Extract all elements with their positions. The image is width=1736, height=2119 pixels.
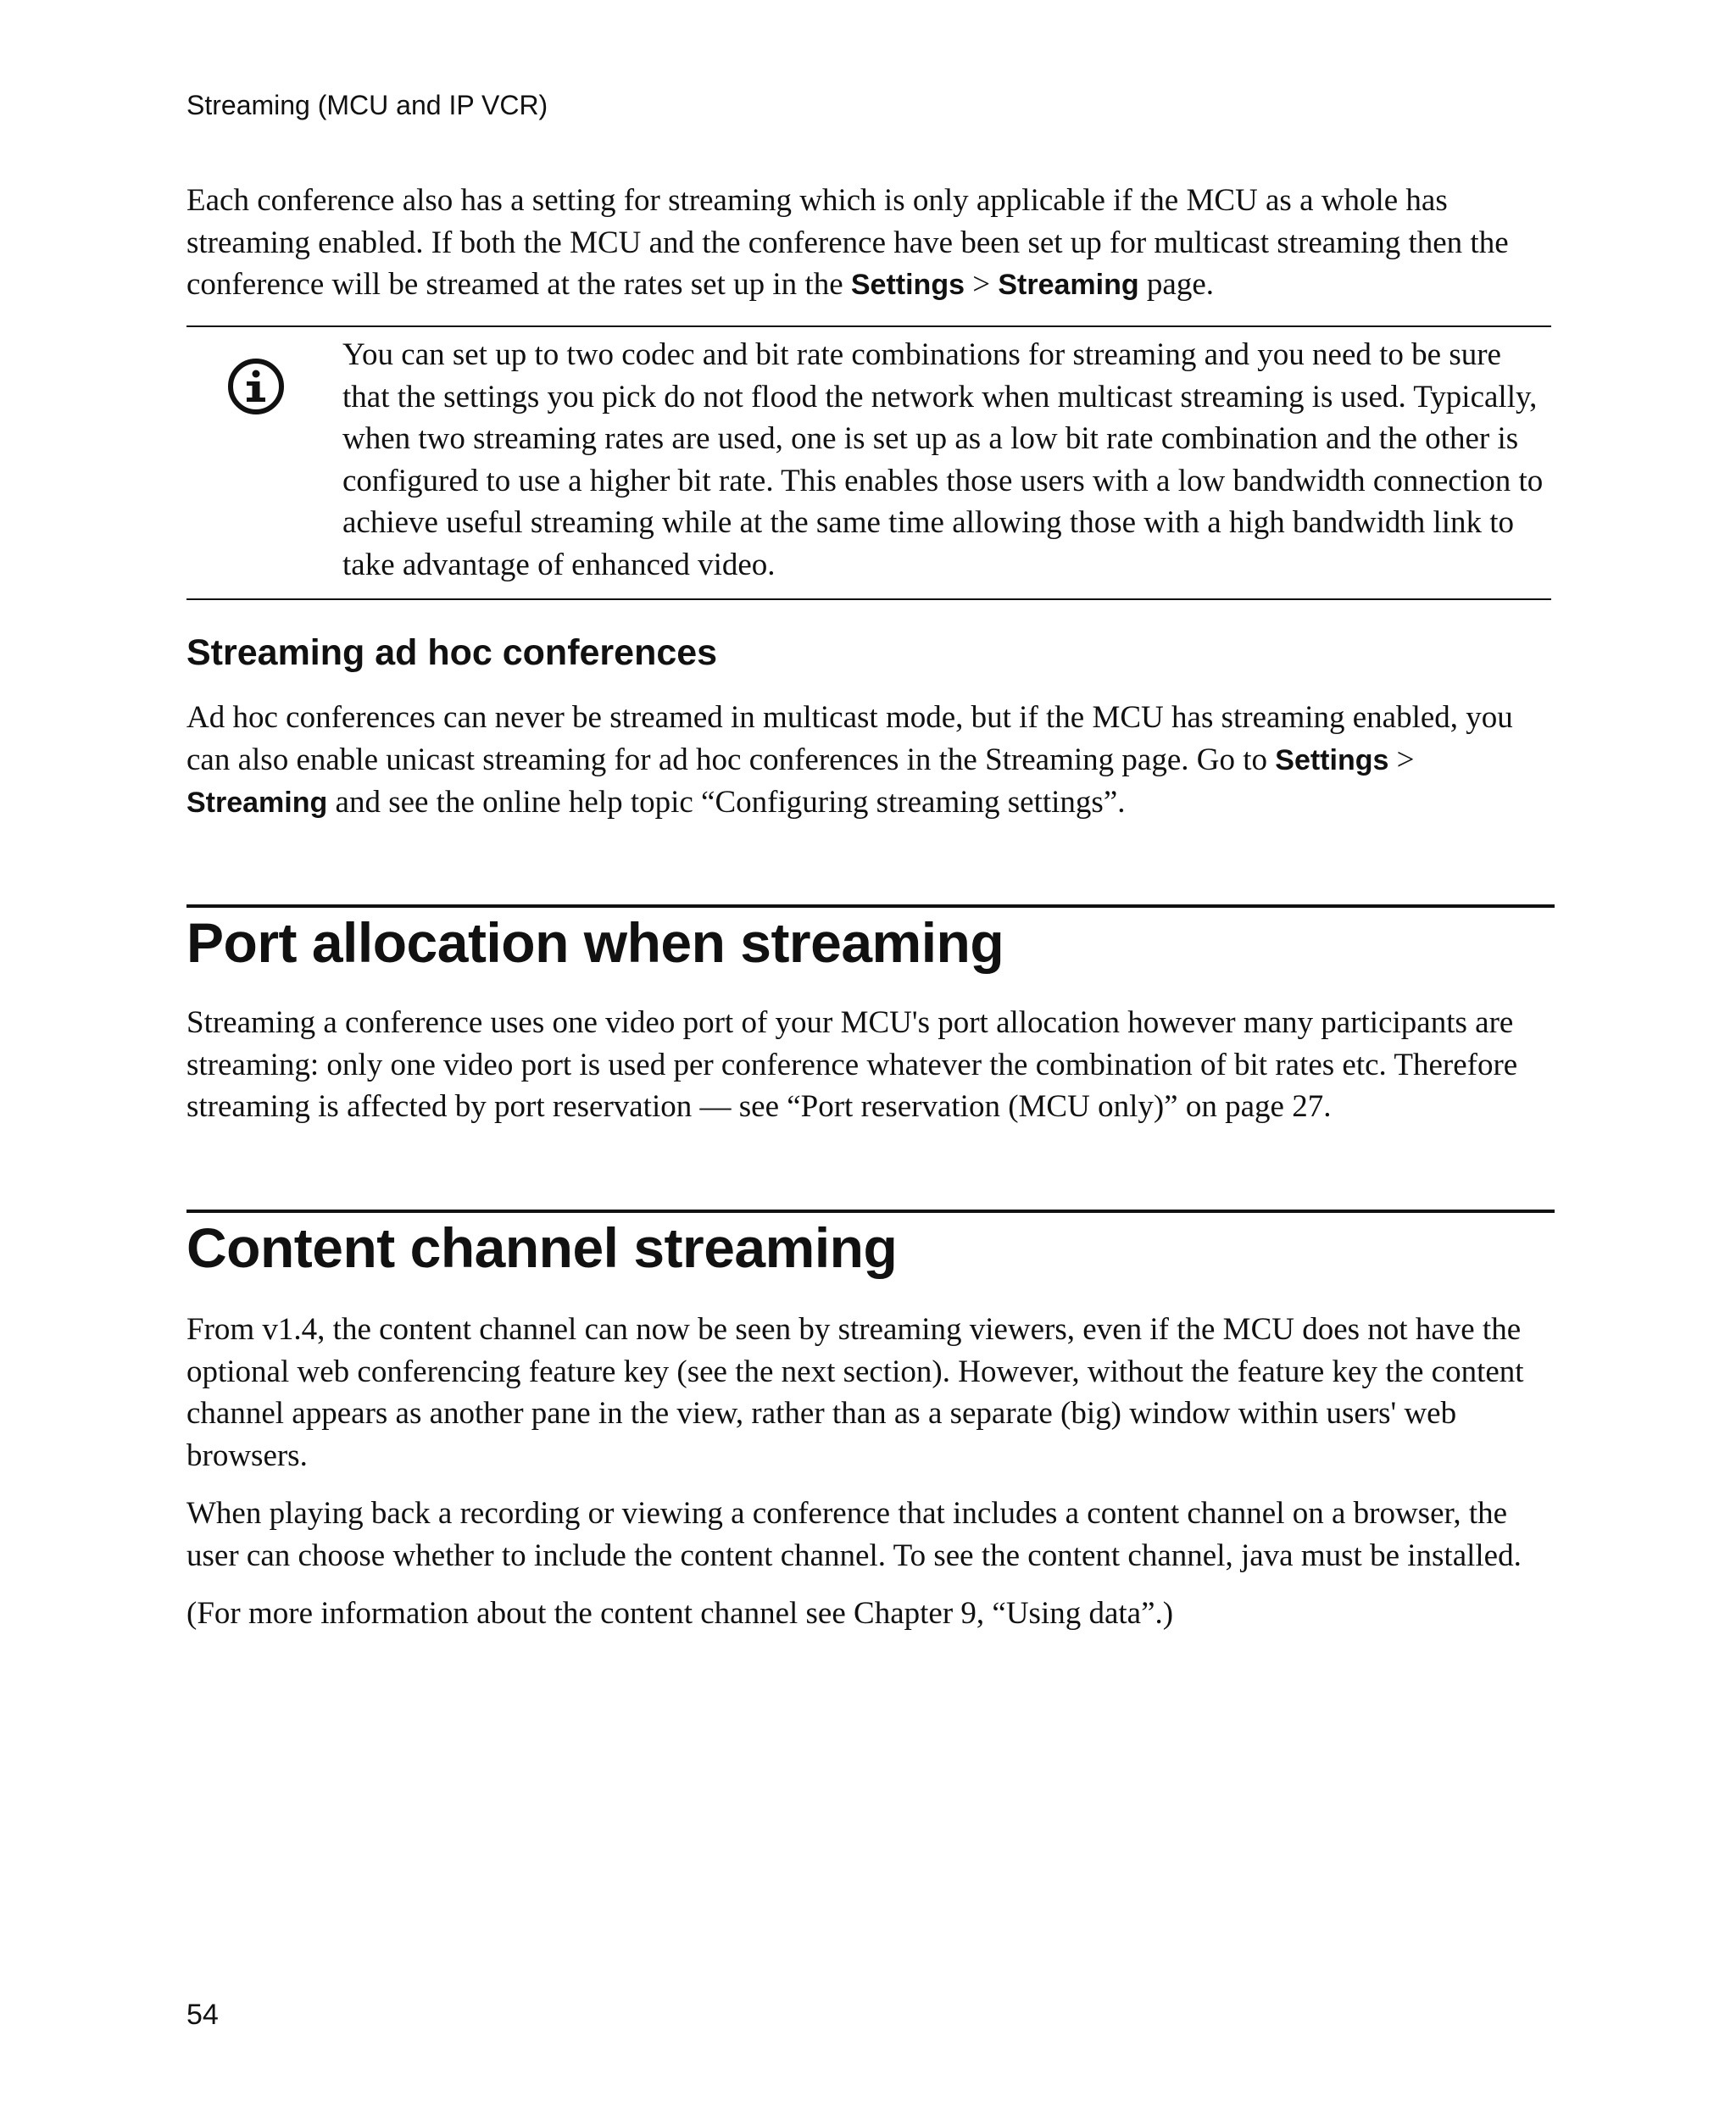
intro-paragraph bbox=[186, 180, 1551, 307]
info-icon bbox=[227, 358, 285, 415]
section-divider bbox=[186, 904, 1555, 908]
adhoc-paragraph bbox=[186, 697, 1551, 825]
running-header: Streaming (MCU and IP VCR) bbox=[186, 90, 548, 120]
adhoc-text-before: Ad hoc conferences can never be streamed in multicast mode, but if the MCU has streaming enabled, you can also enable unicast streaming for ad hoc conferences in the Streaming page. Go to bbox=[186, 700, 1513, 777]
subheading-adhoc: Streaming ad hoc conferences bbox=[186, 632, 718, 673]
intro-text-after: page. bbox=[1138, 267, 1214, 302]
content-channel-body bbox=[186, 1309, 1551, 1651]
note-text: You can set up to two codec and bit rate combinations for streaming and you need to be sure that the settings you pick do not flood the network when multicast streaming is used. Typically, when two streaming rates are used, one is set up as a low bit rate combination and the other is configured to use a higher bit rate. This enables those users with a low bandwidth connection to achieve useful streaming while at the same time allowing those with a high bandwidth link to take advantage of enhanced video. bbox=[342, 337, 1544, 582]
port-allocation-paragraph: Streaming a conference uses one video port of your MCU's port allocation however many participants are streaming: only one video port is used per conference whatever the combination of bit rates etc. Therefore streaming is affected by port reservation — see “Port reservation (MCU only)” on page 27. bbox=[186, 1005, 1518, 1124]
settings-menu-ref: Settings bbox=[1275, 743, 1389, 776]
page-number: 54 bbox=[186, 1999, 219, 2031]
heading-content-channel: Content channel streaming bbox=[186, 1216, 898, 1279]
settings-menu-ref: Settings bbox=[850, 269, 965, 301]
streaming-menu-ref: Streaming bbox=[186, 787, 328, 819]
streaming-menu-ref: Streaming bbox=[998, 269, 1139, 301]
content-paragraph: (For more information about the content channel see Chapter 9, “Using data”.) bbox=[186, 1596, 1174, 1631]
intro-text-before: Each conference also has a setting for streaming which is only applicable if the MCU as a whole has streaming enabled. If both the MCU and the conference have been set up for multicast streaming then the conference will be streamed at the rates set up in the bbox=[186, 183, 1509, 302]
section-divider bbox=[186, 1210, 1555, 1213]
content-paragraph: From v1.4, the content channel can now be seen by streaming viewers, even if the MCU does not have the optional web conferencing feature key (see the next section). However, without the feature key the content channel appears as another pane in the view, rather than as a separate (big) window within users' web browsers. bbox=[186, 1312, 1524, 1473]
heading-port-allocation: Port allocation when streaming bbox=[186, 911, 1004, 974]
menu-separator: > bbox=[1388, 742, 1415, 777]
menu-separator: > bbox=[965, 267, 999, 302]
adhoc-text-after: and see the online help topic “Configuring streaming settings”. bbox=[327, 785, 1126, 820]
info-note-box bbox=[186, 325, 1551, 600]
content-paragraph: When playing back a recording or viewing a conference that includes a content channel on a browser, the user can choose whether to include the content channel. To see the content channel, java must be installed. bbox=[186, 1496, 1522, 1573]
